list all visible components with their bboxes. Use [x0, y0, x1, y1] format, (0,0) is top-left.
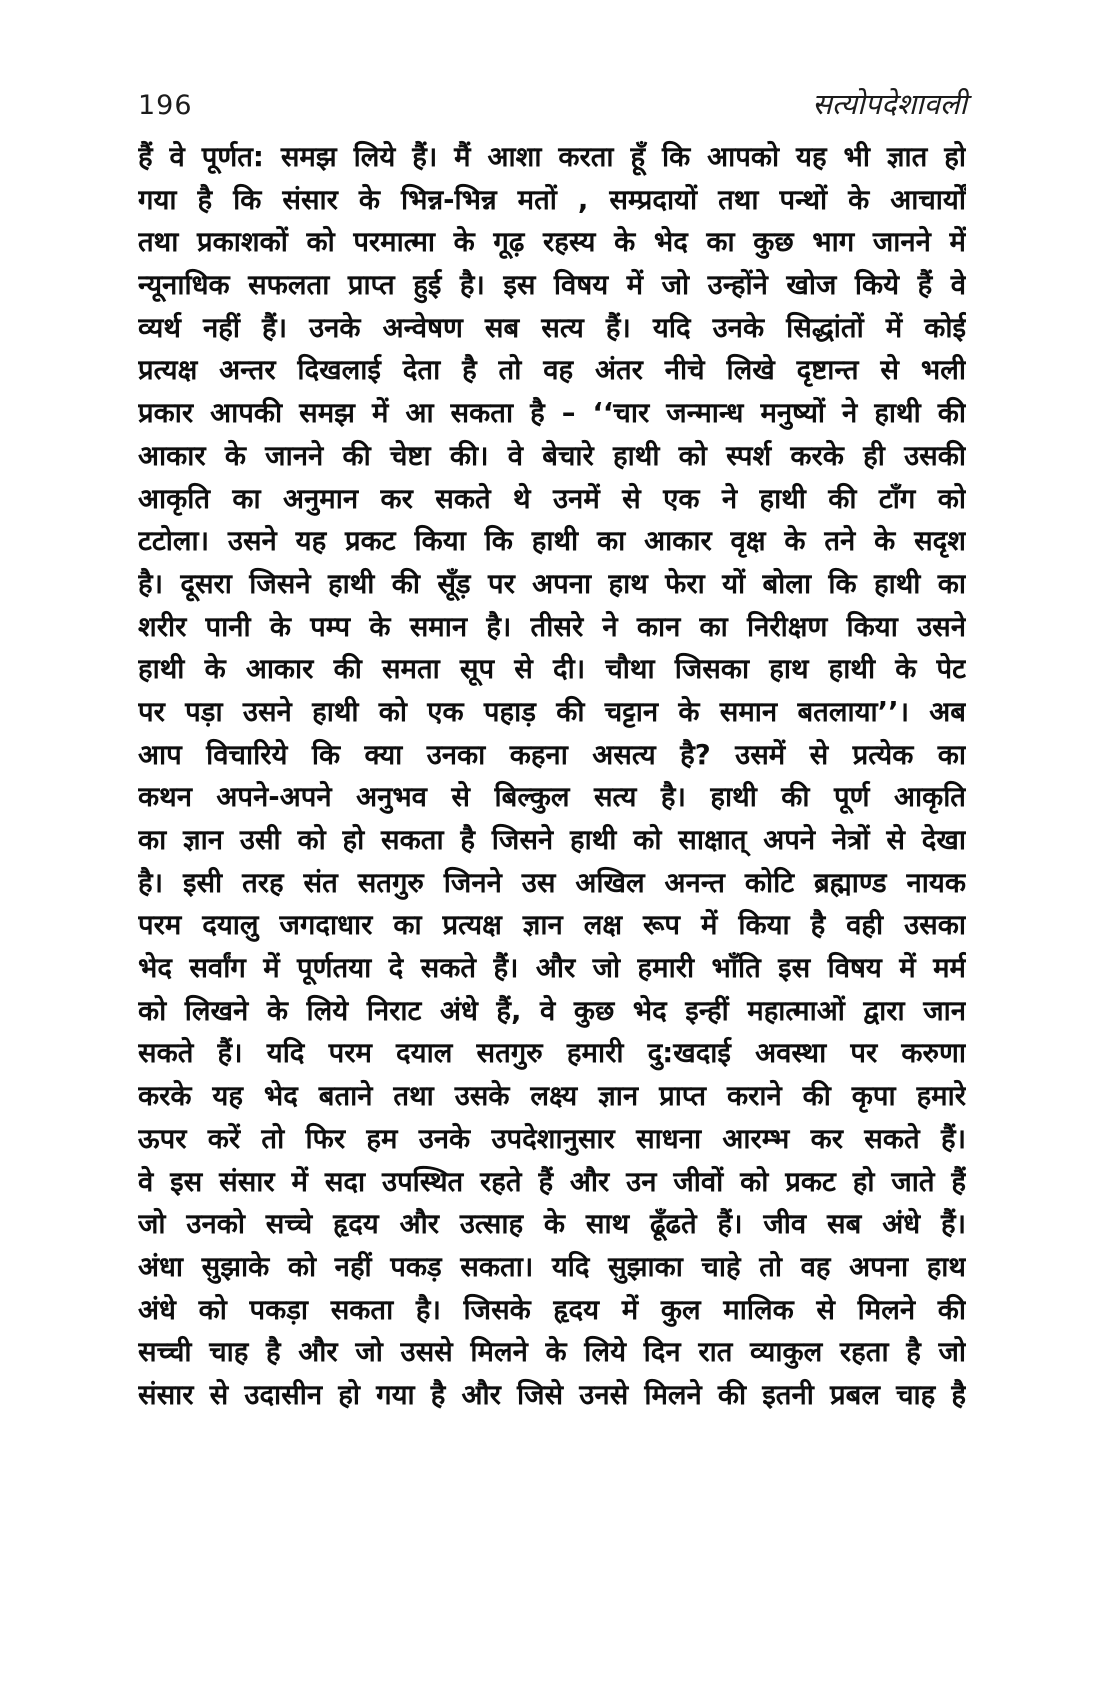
body-text — [138, 136, 966, 1417]
text-line: को लिखने के लिये निराट अंधे हैं, वे कुछ भेद इन्हीं महात्माओं द्वारा जान — [138, 994, 966, 1027]
text-line: अंधा सुझाके को नहीं पकड़ सकता। यदि सुझाका चाहे तो वह अपना हाथ — [138, 1250, 966, 1283]
text-line: जो उनको सच्चे हृदय और उत्साह के साथ ढूँढते हैं। जीव सब अंधे हैं। — [138, 1208, 966, 1241]
text-line: है। दूसरा जिसने हाथी की सूँड़ पर अपना हाथ फेरा यों बोला कि हाथी का — [138, 567, 966, 600]
text-line: व्यर्थ नहीं हैं। उनके अन्वेषण सब सत्य हैं। यदि उनके सिद्धांतों में कोई — [138, 311, 966, 344]
text-line: करके यह भेद बताने तथा उसके लक्ष्य ज्ञान प्राप्त कराने की कृपा हमारे — [138, 1080, 966, 1113]
text-line: प्रकार आपकी समझ में आ सकता है – ‘‘चार जन्मान्ध मनुष्यों ने हाथी की — [138, 397, 966, 430]
text-line: संसार से उदासीन हो गया है और जिसे उनसे मिलने की इतनी प्रबल चाह है — [138, 1378, 966, 1411]
text-line: अंधे को पकड़ा सकता है। जिसके हृदय में कुल मालिक से मिलने की — [138, 1293, 966, 1326]
text-line: का ज्ञान उसी को हो सकता है जिसने हाथी को साक्षात् अपने नेत्रों से देखा — [138, 824, 966, 856]
running-head-title: सत्योपदेशावली — [812, 87, 967, 121]
text-line: आप विचारिये कि क्या उनका कहना असत्य है? उसमें से प्रत्येक का — [138, 738, 966, 771]
page-number: 196 — [138, 90, 193, 121]
text-line: परम दयालु जगदाधार का प्रत्यक्ष ज्ञान लक्ष रूप में किया है वही उसका — [138, 909, 966, 942]
text-line: न्यूनाधिक सफलता प्राप्त हुई है। इस विषय में जो उन्होंने खोज किये हैं वे — [138, 269, 966, 302]
text-line: आकृति का अनुमान कर सकते थे उनमें से एक ने हाथी की टाँग को — [138, 482, 966, 515]
text-line: वे इस संसार में सदा उपस्थित रहते हैं और उन जीवों को प्रकट हो जाते हैं — [138, 1165, 966, 1198]
text-line: गया है कि संसार के भिन्न-भिन्न मतों , सम्प्रदायों तथा पन्थों के आचार्यों — [138, 183, 966, 216]
text-line: कथन अपने-अपने अनुभव से बिल्कुल सत्य है। हाथी की पूर्ण आकृति — [138, 781, 966, 814]
text-line: है। इसी तरह संत सतगुरु जिनने उस अखिल अनन्त कोटि ब्रह्माण्ड नायक — [138, 866, 966, 899]
text-line: तथा प्रकाशकों को परमात्मा के गूढ़ रहस्य के भेद का कुछ भाग जानने में — [138, 226, 966, 259]
text-line: हैं वे पूर्णत: समझ लिये हैं। मैं आशा करता हूँ कि आपको यह भी ज्ञात हो — [138, 141, 966, 173]
text-line: ऊपर करें तो फिर हम उनके उपदेशानुसार साधना आरम्भ कर सकते हैं। — [138, 1122, 966, 1155]
text-line: भेद सर्वांग में पूर्णतया दे सकते हैं। और जो हमारी भाँति इस विषय में मर्म — [138, 952, 966, 985]
text-line: पर पड़ा उसने हाथी को एक पहाड़ की चट्टान के समान बतलाया’’। अब — [138, 695, 966, 728]
text-line: शरीर पानी के पम्प के समान है। तीसरे ने कान का निरीक्षण किया उसने — [138, 610, 966, 643]
text-line: आकार के जानने की चेष्टा की। वे बेचारे हाथी को स्पर्श करके ही उसकी — [138, 439, 966, 472]
page-header — [138, 84, 967, 123]
text-line: सच्ची चाह है और जो उससे मिलने के लिये दिन रात व्याकुल रहता है जो — [138, 1336, 966, 1369]
text-line: हाथी के आकार की समता सूप से दी। चौथा जिसका हाथ हाथी के पेट — [138, 653, 966, 686]
text-line: सकते हैं। यदि परम दयाल सतगुरु हमारी दु:खदाई अवस्था पर करुणा — [138, 1037, 966, 1070]
text-line: प्रत्यक्ष अन्तर दिखलाई देता है तो वह अंतर नीचे लिखे दृष्टान्त से भली — [138, 354, 966, 387]
text-line: टटोला। उसने यह प्रकट किया कि हाथी का आकार वृक्ष के तने के सदृश — [138, 525, 966, 558]
